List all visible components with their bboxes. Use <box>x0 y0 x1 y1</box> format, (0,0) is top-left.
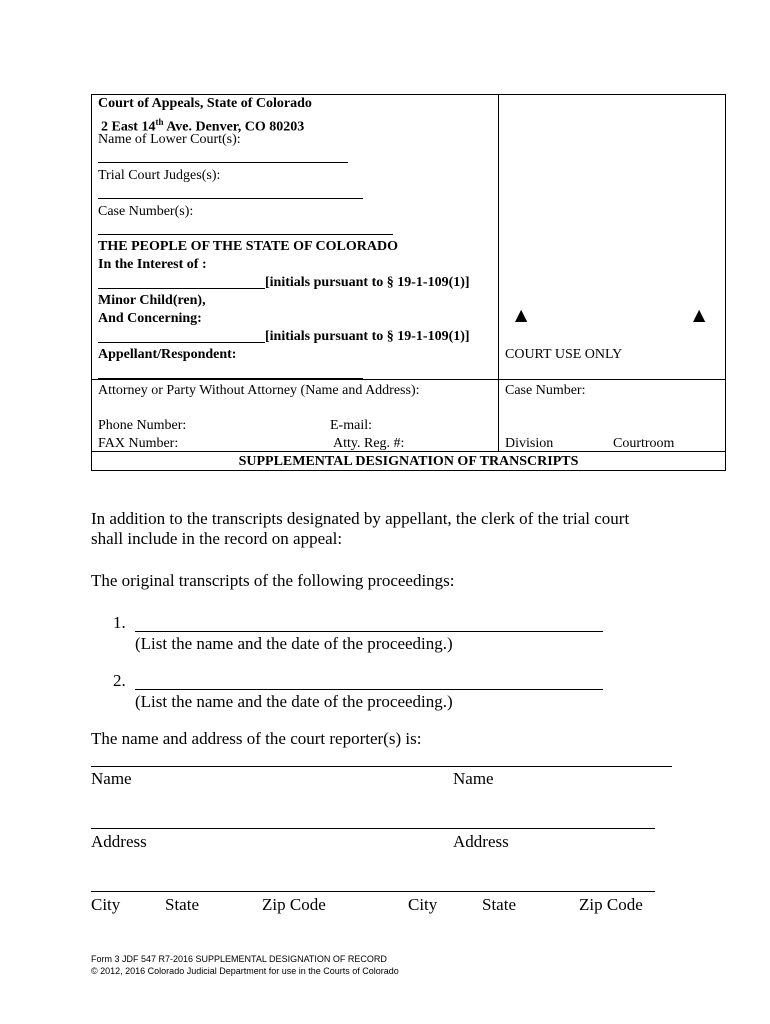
item-number: 2. <box>113 671 126 690</box>
state-label-right: State <box>482 895 516 914</box>
concerning-label: And Concerning: <box>98 311 202 326</box>
reporter-label: The name and address of the court reporter(s) is: <box>91 729 422 748</box>
footer-line-2: © 2012, 2016 Colorado Judicial Department for use in the Courts of Colorado <box>91 966 399 976</box>
state-label-left: State <box>165 895 199 914</box>
appellant-label: Appellant/Respondent: <box>98 347 237 362</box>
atty-reg-label: Atty. Reg. #: <box>333 436 405 451</box>
original-transcripts-label: The original transcripts of the following proceedings: <box>91 571 455 590</box>
item-instruction: (List the name and the date of the proceeding.) <box>135 634 453 653</box>
form-title: SUPPLEMENTAL DESIGNATION OF TRANSCRIPTS <box>238 454 579 469</box>
people-heading: THE PEOPLE OF THE STATE OF COLORADO <box>98 239 399 254</box>
trial-judges-label: Trial Court Judges(s): <box>98 168 221 183</box>
concerning-initials-line[interactable] <box>98 342 265 343</box>
address-city: Ave. Denver, CO 80203 <box>163 119 305 135</box>
intro-line-2: shall include in the record on appeal: <box>91 529 343 548</box>
reporter-address-line[interactable] <box>91 828 655 829</box>
caption-row-divider <box>91 379 726 380</box>
reporter-city-line[interactable] <box>91 891 655 892</box>
city-label-right: City <box>408 895 438 914</box>
item-instruction: (List the name and the date of the proceeding.) <box>135 692 453 711</box>
lower-court-label: Name of Lower Court(s): <box>98 132 241 147</box>
initials-note-1: [initials pursuant to § 19-1-109(1)] <box>265 275 470 290</box>
footer-line-1: Form 3 JDF 547 R7-2016 SUPPLEMENTAL DESIGNATION OF RECORD <box>91 954 387 964</box>
case-numbers-line[interactable] <box>98 234 393 235</box>
attorney-label: Attorney or Party Without Attorney (Name and Address): <box>98 383 420 398</box>
trial-judges-line[interactable] <box>98 198 363 199</box>
case-numbers-label: Case Number(s): <box>98 204 194 219</box>
address-label-right: Address <box>453 832 509 851</box>
zip-label-right: Zip Code <box>579 895 643 914</box>
reporter-name-line[interactable] <box>91 766 672 767</box>
initials-note-2: [initials pursuant to § 19-1-109(1)] <box>265 329 470 344</box>
city-label-left: City <box>91 895 121 914</box>
court-use-only: COURT USE ONLY <box>505 347 623 362</box>
proceeding-line-1[interactable] <box>135 631 603 632</box>
appellant-line[interactable] <box>98 378 363 379</box>
interest-label: In the Interest of : <box>98 257 207 272</box>
courtroom-label: Courtroom <box>613 436 675 451</box>
name-label-right: Name <box>453 769 494 788</box>
address-superscript: th <box>155 117 164 127</box>
phone-label: Phone Number: <box>98 418 187 433</box>
minor-label: Minor Child(ren), <box>98 293 206 308</box>
interest-initials-line[interactable] <box>98 288 265 289</box>
intro-line-1: In addition to the transcripts designated by appellant, the clerk of the trial court <box>91 509 630 528</box>
lower-court-line[interactable] <box>98 162 348 163</box>
zip-label-left: Zip Code <box>262 895 326 914</box>
name-label-left: Name <box>91 769 132 788</box>
caption-column-divider <box>498 94 499 452</box>
court-use-arrow-left-icon: ▲ <box>515 305 528 324</box>
address-label-left: Address <box>91 832 147 851</box>
fax-label: FAX Number: <box>98 436 179 451</box>
court-name: Court of Appeals, State of Colorado <box>98 96 312 111</box>
division-label: Division <box>505 436 554 451</box>
court-use-arrow-right-icon: ▲ <box>693 305 706 324</box>
item-number: 1. <box>113 613 126 632</box>
address-street: 2 East 14 <box>101 119 156 135</box>
email-label: E-mail: <box>330 418 372 433</box>
case-number-label: Case Number: <box>505 383 586 398</box>
proceeding-line-2[interactable] <box>135 689 603 690</box>
